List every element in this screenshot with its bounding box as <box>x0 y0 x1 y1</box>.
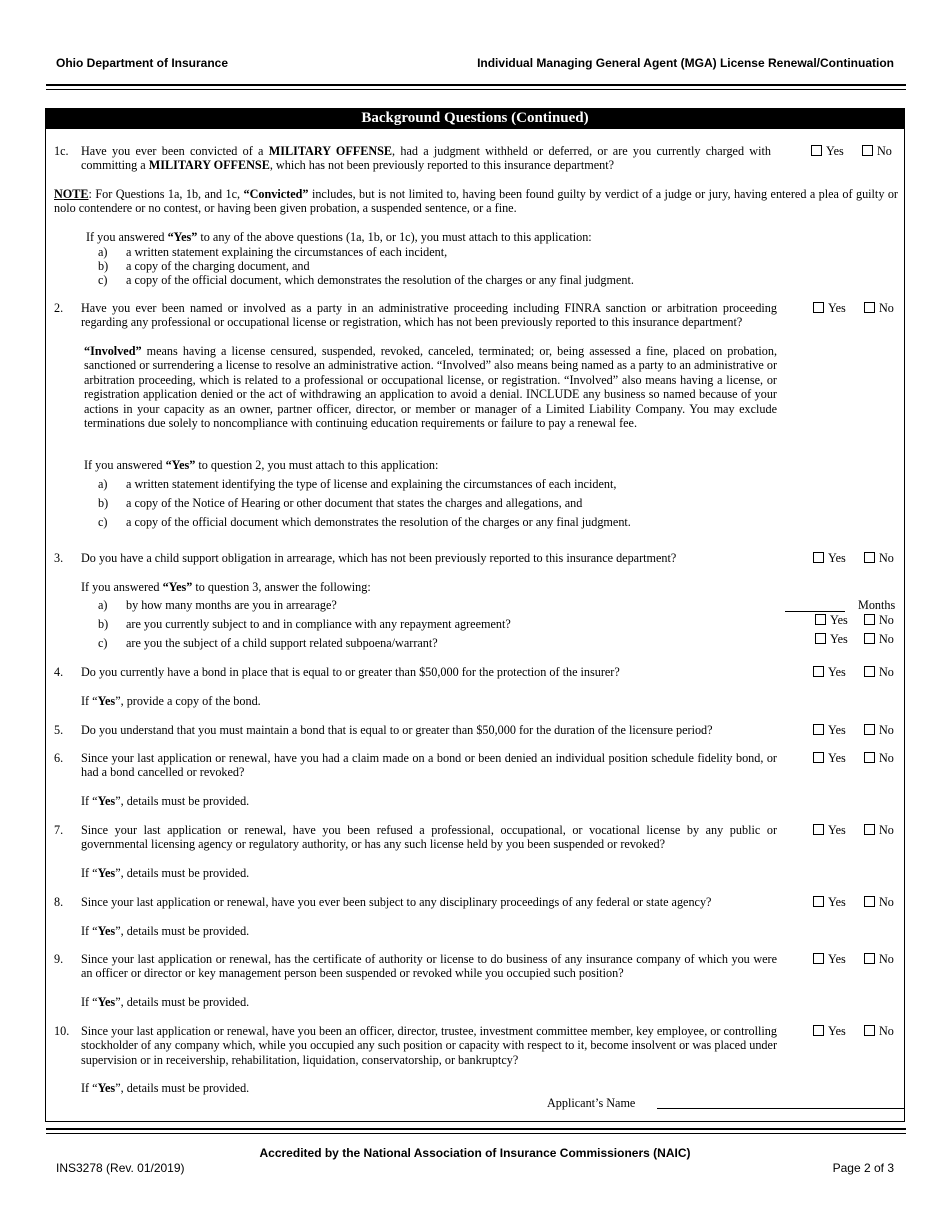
q8-followup: If “Yes”, details must be provided. <box>81 924 250 938</box>
q4-yes-checkbox[interactable] <box>813 666 824 677</box>
applicant-name-label: Applicant’s Name <box>547 1096 636 1110</box>
q3-item-c: are you the subject of a child support related subpoena/warrant? <box>126 636 438 650</box>
q2-yes-option[interactable]: Yes <box>813 301 846 316</box>
q5-no-option[interactable]: No <box>864 723 894 738</box>
q6-text: Since your last application or renewal, have you had a claim made on a bond or been denied an individual position schedule fidelity bond, or had a bond cancelled or revoked? <box>81 751 777 780</box>
header-rule-thin <box>46 89 906 90</box>
q3-yes-option[interactable]: Yes <box>813 551 846 566</box>
q8-yes-checkbox[interactable] <box>813 896 824 907</box>
q9-yes-option[interactable]: Yes <box>813 952 846 967</box>
q3-number: 3. <box>54 551 64 565</box>
q5-yes-checkbox[interactable] <box>813 724 824 735</box>
q7-no-option[interactable]: No <box>864 823 894 838</box>
q6-yes-checkbox[interactable] <box>813 752 824 763</box>
header-rule <box>46 84 906 86</box>
q3c-yes-option[interactable]: Yes <box>815 632 848 647</box>
q8-yes-option[interactable]: Yes <box>813 895 846 910</box>
q1c-text: Have you ever been convicted of a MILITARY OFFENSE, had a judgment withheld or deferred, or are you currently charged with committing a MILITARY OFFENSE, which has not been previously reported to this insurance department? <box>81 144 771 173</box>
q9-yes-checkbox[interactable] <box>813 953 824 964</box>
attach1-letter-b: b) <box>98 259 109 273</box>
q4-followup: If “Yes”, provide a copy of the bond. <box>81 694 261 708</box>
q6-no-option[interactable]: No <box>864 751 894 766</box>
attach1-letter-a: a) <box>98 245 108 259</box>
q3-letter-b: b) <box>98 617 109 631</box>
attach2-letter-a: a) <box>98 477 108 491</box>
q10-yes-checkbox[interactable] <box>813 1025 824 1036</box>
form-title: Individual Managing General Agent (MGA) License Renewal/Continuation <box>477 56 894 70</box>
q3-yes-checkbox[interactable] <box>813 552 824 563</box>
q3c-no-option[interactable]: No <box>864 632 894 647</box>
q7-text: Since your last application or renewal, have you been refused a professional, occupational, or vocational license by any public or governmental licensing agency or regulatory authority, or has any such license held by you been suspended or revoked? <box>81 823 777 852</box>
q3c-no-checkbox[interactable] <box>864 633 875 644</box>
attach1-intro: If you answered “Yes” to any of the above questions (1a, 1b, or 1c), you must attach to this application: <box>86 230 592 244</box>
footer-rule-thin <box>46 1133 906 1134</box>
q3-item-a: by how many months are you in arrearage? <box>126 598 337 612</box>
q3b-yes-checkbox[interactable] <box>815 614 826 625</box>
attach2-letter-b: b) <box>98 496 109 510</box>
q1c-number: 1c. <box>54 144 69 158</box>
page-number: Page 2 of 3 <box>832 1161 894 1175</box>
q3a-months-label: Months <box>858 598 896 612</box>
involved-definition: “Involved” means having a license censured, suspended, revoked, canceled, terminated; or, being assessed a fine, placed on probation, sanctioned or surrendering a license to resolve an administrative action. “Involved” also means being named as a party to an administrative or arbitration proceeding, which is related to a professional or occupational license, or registration. “Involved” also means having a license, or registration application denied or the act of withdrawing an application to avoid a denial. INCLUDE any business so named because of your actions in your capacity as an owner, partner officer, director, or member or manager of a Limited Liability Company. You may exclude terminations due solely to noncompliance with continuing education requirements or failure to pay a renewal fee. <box>84 344 777 431</box>
q1c-yes-checkbox[interactable] <box>811 145 822 156</box>
q5-number: 5. <box>54 723 64 737</box>
q8-no-option[interactable]: No <box>864 895 894 910</box>
q3-letter-a: a) <box>98 598 108 612</box>
q3-no-checkbox[interactable] <box>864 552 875 563</box>
q4-no-checkbox[interactable] <box>864 666 875 677</box>
q5-no-checkbox[interactable] <box>864 724 875 735</box>
department-name: Ohio Department of Insurance <box>56 56 229 70</box>
q7-no-checkbox[interactable] <box>864 824 875 835</box>
footer-rule <box>46 1128 906 1130</box>
q4-no-option[interactable]: No <box>864 665 894 680</box>
q9-no-option[interactable]: No <box>864 952 894 967</box>
q10-yes-option[interactable]: Yes <box>813 1024 846 1039</box>
q5-yes-option[interactable]: Yes <box>813 723 846 738</box>
attach1-item-c: a copy of the official document, which demonstrates the resolution of the charges or any final judgment. <box>126 273 634 287</box>
attach1-item-b: a copy of the charging document, and <box>126 259 310 273</box>
q10-no-option[interactable]: No <box>864 1024 894 1039</box>
q6-followup: If “Yes”, details must be provided. <box>81 794 250 808</box>
q8-number: 8. <box>54 895 64 909</box>
q2-no-checkbox[interactable] <box>864 302 875 313</box>
q4-number: 4. <box>54 665 64 679</box>
q7-yes-checkbox[interactable] <box>813 824 824 835</box>
q10-followup: If “Yes”, details must be provided. <box>81 1081 250 1095</box>
q8-text: Since your last application or renewal, have you ever been subject to any disciplinary proceedings of any federal or state agency? <box>81 895 712 909</box>
q1c-no-checkbox[interactable] <box>862 145 873 156</box>
attach1-item-a: a written statement explaining the circumstances of each incident, <box>126 245 448 259</box>
q9-followup: If “Yes”, details must be provided. <box>81 995 250 1009</box>
q8-no-checkbox[interactable] <box>864 896 875 907</box>
q3-followup-intro: If you answered “Yes” to question 3, answer the following: <box>81 580 371 594</box>
form-number: INS3278 (Rev. 01/2019) <box>56 1161 185 1175</box>
q10-number: 10. <box>54 1024 70 1038</box>
q2-no-option[interactable]: No <box>864 301 894 316</box>
q6-no-checkbox[interactable] <box>864 752 875 763</box>
q3c-yes-checkbox[interactable] <box>815 633 826 644</box>
q7-yes-option[interactable]: Yes <box>813 823 846 838</box>
attach2-intro: If you answered “Yes” to question 2, you must attach to this application: <box>84 458 439 472</box>
q3b-no-checkbox[interactable] <box>864 614 875 625</box>
q1c-no-option[interactable]: No <box>862 144 892 159</box>
attach2-item-b: a copy of the Notice of Hearing or other document that states the charges and allegations, and <box>126 496 583 510</box>
q5-text: Do you understand that you must maintain a bond that is equal to or greater than $50,000 for the duration of the licensure period? <box>81 723 713 737</box>
q2-text: Have you ever been named or involved as a party in an administrative proceeding including FINRA sanction or arbitration proceeding regarding any professional or occupational license or registration, which has not been previously reported to this insurance department? <box>81 301 777 330</box>
q7-number: 7. <box>54 823 64 837</box>
q9-no-checkbox[interactable] <box>864 953 875 964</box>
attach2-item-c: a copy of the official document which demonstrates the resolution of the charges or any final judgment. <box>126 515 631 529</box>
note-paragraph: NOTE: For Questions 1a, 1b, and 1c, “Convicted” includes, but is not limited to, having been found guilty by verdict of a judge or jury, having entered a plea of guilty or nolo contendere or no contest, or having been given probation, a suspended sentence, or a fine. <box>54 187 898 216</box>
q2-yes-checkbox[interactable] <box>813 302 824 313</box>
q3-text: Do you have a child support obligation in arrearage, which has not been previously reported to this insurance department? <box>81 551 677 565</box>
q4-text: Do you currently have a bond in place that is equal to or greater than $50,000 for the protection of the insurer? <box>81 665 620 679</box>
q7-followup: If “Yes”, details must be provided. <box>81 866 250 880</box>
section-title: Background Questions (Continued) <box>45 108 905 129</box>
q9-number: 9. <box>54 952 64 966</box>
q10-text: Since your last application or renewal, have you been an officer, director, trustee, investment committee member, key employee, or controlling stockholder of any company which, while you occupied any such position or capacity with respect to it, become insolvent or was placed under supervision or in receivership, rehabilitation, liquidation, conservatorship, or bankruptcy? <box>81 1024 777 1067</box>
q3a-months-field[interactable] <box>785 611 845 612</box>
q9-text: Since your last application or renewal, has the certificate of authority or license to do business of any insurance company of which you were an officer or director or key management person been suspended or revoked while you occupied such position? <box>81 952 777 981</box>
q3b-yes-option[interactable]: Yes <box>815 613 848 628</box>
q3-no-option[interactable]: No <box>864 551 894 566</box>
applicant-name-field[interactable] <box>657 1108 905 1109</box>
attach2-item-a: a written statement identifying the type of license and explaining the circumstances of each incident, <box>126 477 617 491</box>
q3-letter-c: c) <box>98 636 108 650</box>
accreditation-note: Accredited by the National Association of Insurance Commissioners (NAIC) <box>259 1146 691 1160</box>
q6-yes-option[interactable]: Yes <box>813 751 846 766</box>
q4-yes-option[interactable]: Yes <box>813 665 846 680</box>
q10-no-checkbox[interactable] <box>864 1025 875 1036</box>
q2-number: 2. <box>54 301 64 315</box>
q3b-no-option[interactable]: No <box>864 613 894 628</box>
q3-item-b: are you currently subject to and in compliance with any repayment agreement? <box>126 617 511 631</box>
attach1-letter-c: c) <box>98 273 108 287</box>
q1c-yes-option[interactable]: Yes <box>811 144 844 159</box>
q6-number: 6. <box>54 751 64 765</box>
attach2-letter-c: c) <box>98 515 108 529</box>
